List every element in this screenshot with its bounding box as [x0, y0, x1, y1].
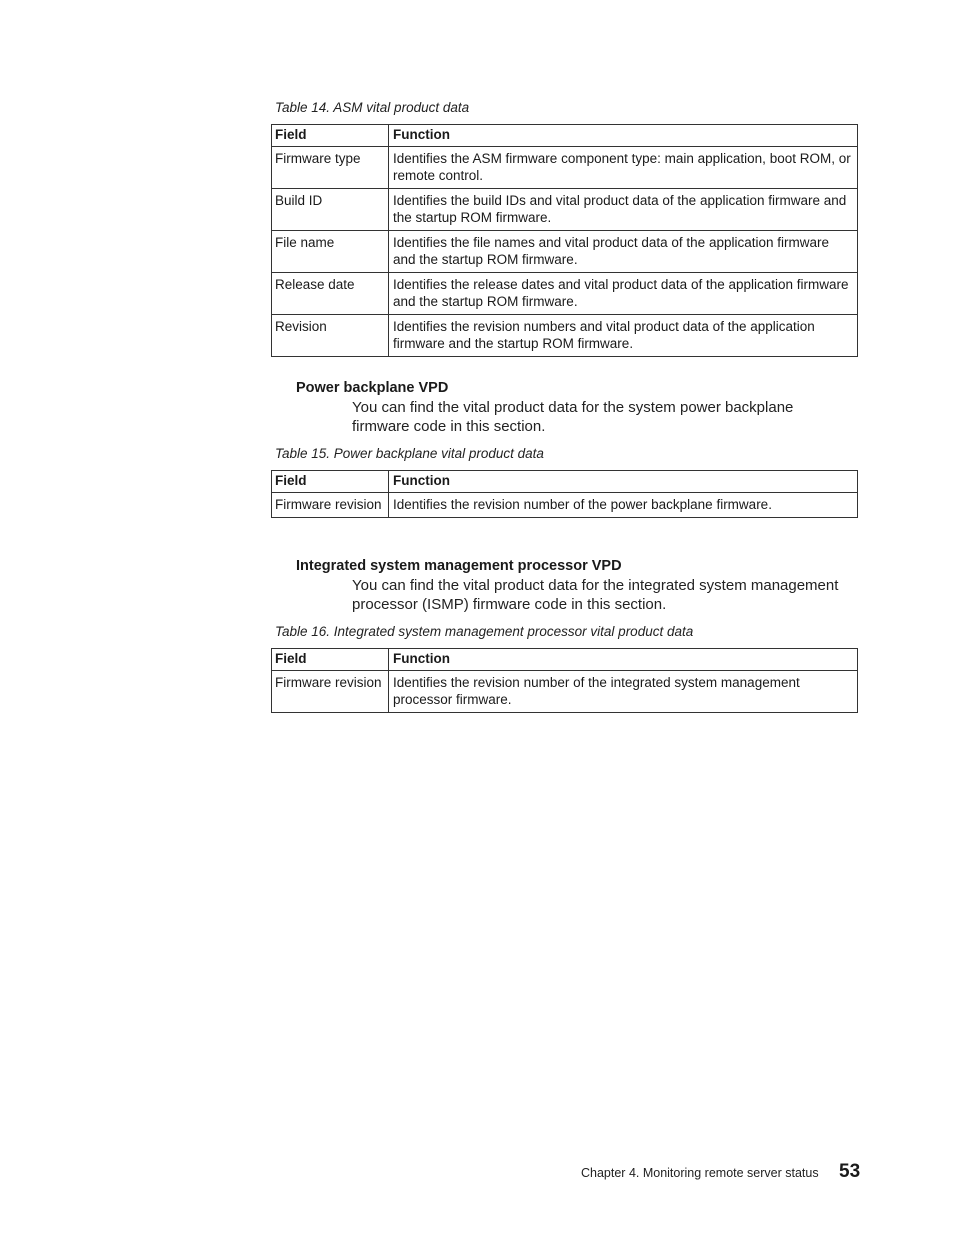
asm-vpd-table [271, 124, 858, 357]
row-field: Build ID [272, 189, 389, 231]
row-field: File name [272, 231, 389, 273]
row-field: Firmware revision [272, 671, 389, 713]
header-function: Function [389, 125, 858, 147]
power-backplane-heading: Power backplane VPD [296, 380, 449, 396]
row-function: Identifies the revision number of the integrated system management processor firmware. [389, 671, 858, 713]
ismp-vpd-table [271, 648, 858, 713]
header-function: Function [389, 471, 858, 493]
table-header-row [272, 125, 858, 147]
table-row [272, 189, 858, 231]
table-header-row [272, 471, 858, 493]
row-field: Firmware revision [272, 493, 389, 518]
power-backplane-description: You can find the vital product data for the system power backplane firmware code in this section. [352, 399, 794, 435]
row-field: Release date [272, 273, 389, 315]
page-number: 53 [839, 1161, 861, 1182]
table-row [272, 273, 858, 315]
row-function: Identifies the release dates and vital product data of the application firmware and the startup ROM firmware. [389, 273, 858, 315]
table-row [272, 671, 858, 713]
table-14-caption: Table 14. ASM vital product data [275, 100, 470, 115]
ismp-description: You can find the vital product data for the integrated system management processor (ISMP) firmware code in this section. [352, 577, 839, 613]
table-row [272, 315, 858, 357]
table-row [272, 231, 858, 273]
row-function: Identifies the build IDs and vital product data of the application firmware and the startup ROM firmware. [389, 189, 858, 231]
header-function: Function [389, 649, 858, 671]
header-field: Field [272, 649, 389, 671]
row-function: Identifies the ASM firmware component type: main application, boot ROM, or remote control. [389, 147, 858, 189]
ismp-heading: Integrated system management processor VPD [296, 558, 622, 574]
header-field: Field [272, 471, 389, 493]
row-field: Revision [272, 315, 389, 357]
row-function: Identifies the revision number of the power backplane firmware. [389, 493, 858, 518]
table-15-caption: Table 15. Power backplane vital product data [275, 446, 544, 461]
table-16-caption: Table 16. Integrated system management processor vital product data [275, 624, 694, 639]
table-header-row [272, 649, 858, 671]
row-function: Identifies the revision numbers and vital product data of the application firmware and the startup ROM firmware. [389, 315, 858, 357]
power-backplane-vpd-table [271, 470, 858, 518]
row-field: Firmware type [272, 147, 389, 189]
header-field: Field [272, 125, 389, 147]
table-row [272, 493, 858, 518]
table-row [272, 147, 858, 189]
chapter-footer: Chapter 4. Monitoring remote server status [581, 1166, 819, 1180]
row-function: Identifies the file names and vital product data of the application firmware and the startup ROM firmware. [389, 231, 858, 273]
